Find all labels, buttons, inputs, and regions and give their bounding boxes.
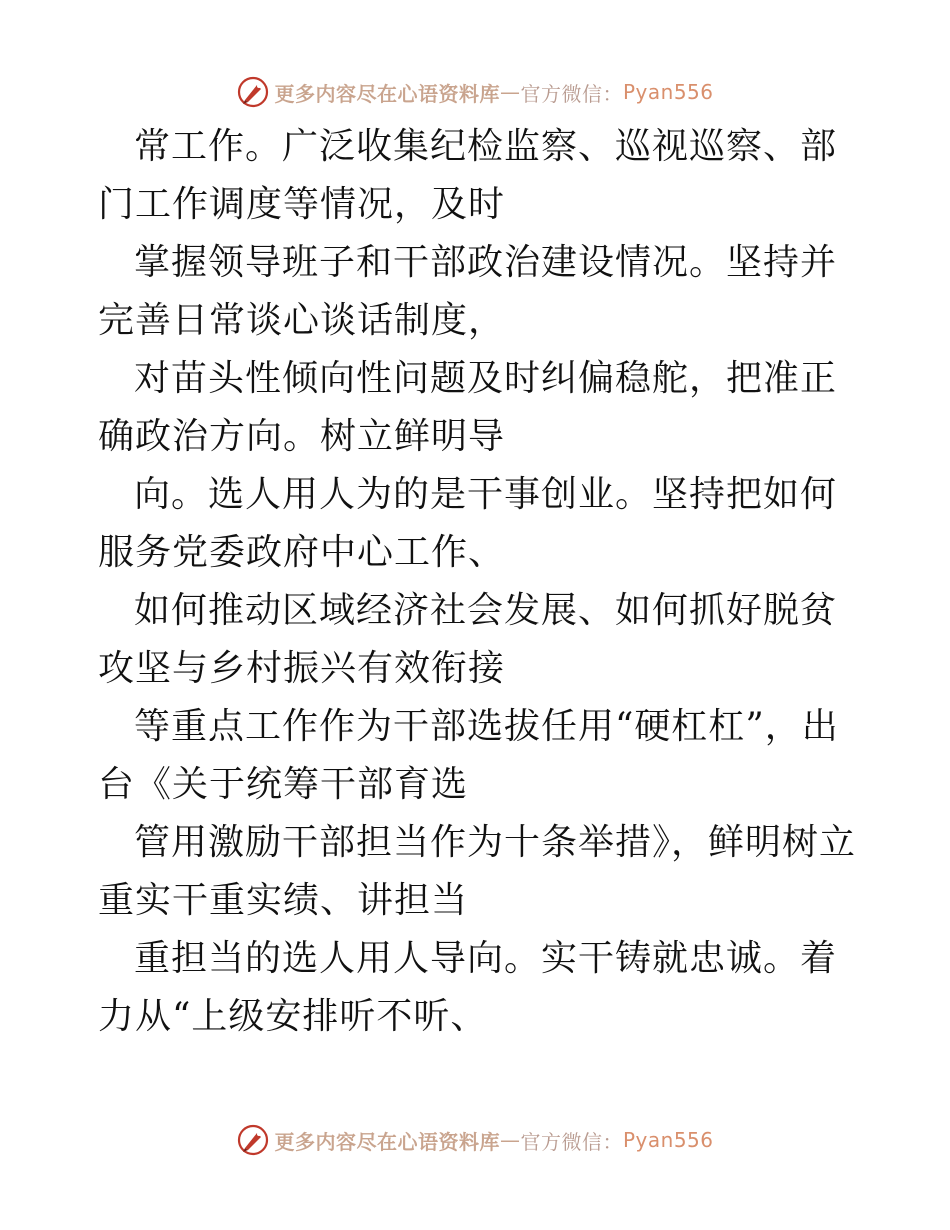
footer-wechat-id: Pyan556 [622, 1128, 714, 1152]
header-site-text: 更多内容尽在心语资料库 [274, 81, 500, 106]
paragraph-7: 管用激励干部担当作为十条举措》，鲜明树立重实干重实绩、讲担当 [98, 822, 857, 921]
paragraph-6: 等重点工作作为干部选拔任用“硬杠杠”，出台《关于统筹干部育选 [98, 706, 839, 805]
paragraph-4: 向。选人用人为的是干事创业。坚持把如何服务党委政府中心工作、 [98, 474, 838, 573]
paragraph-8: 重担当的选人用人导向。实干铸就忠诚。着力从“上级安排听不听、 [98, 938, 838, 1037]
paragraph-3: 对苗头性倾向性问题及时纠偏稳舵，把准正确政治方向。树立鲜明导 [98, 358, 838, 457]
paragraph-5: 如何推动区域经济社会发展、如何抓好脱贫攻坚与乡村振兴有效衔接 [98, 590, 838, 689]
pen-logo-icon [236, 1123, 270, 1157]
paragraph-1: 常工作。广泛收集纪检监察、巡视巡察、部门工作调度等情况，及时 [98, 126, 838, 225]
document-body [98, 118, 858, 1046]
page-footer [0, 1120, 950, 1160]
paragraph-2: 掌握领导班子和干部政治建设情况。坚持并完善日常谈心谈话制度， [98, 242, 838, 341]
header-wechat-label: 官方微信： [520, 81, 623, 106]
header-wechat-id: Pyan556 [622, 80, 714, 104]
footer-dash: — [499, 1128, 521, 1152]
footer-wechat-label: 官方微信： [520, 1129, 623, 1154]
header-dash: — [499, 80, 521, 104]
footer-site-text: 更多内容尽在心语资料库 [274, 1129, 500, 1154]
pen-logo-icon [236, 75, 270, 109]
page-header [0, 72, 950, 112]
